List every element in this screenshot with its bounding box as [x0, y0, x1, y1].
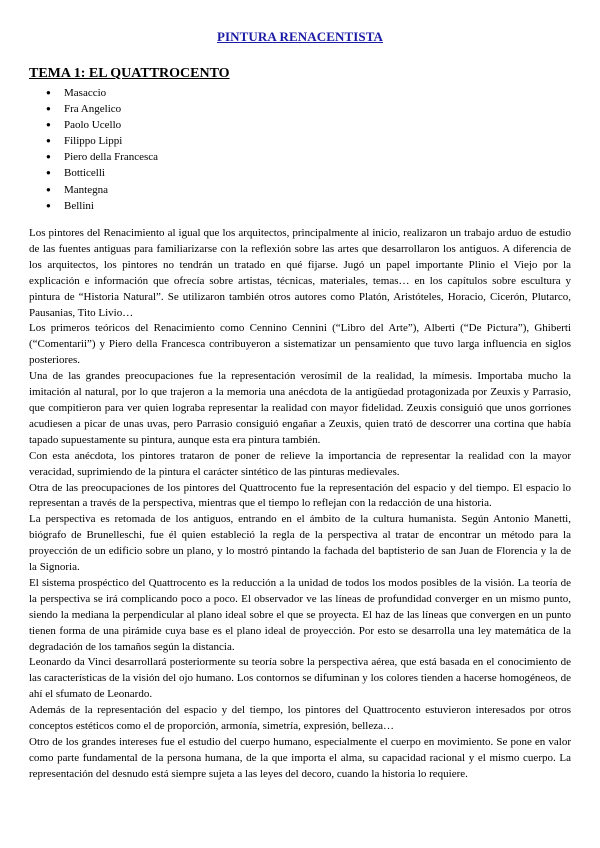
list-item: ● Fra Angelico: [29, 101, 158, 117]
section-heading: TEMA 1: EL QUATTROCENTO: [29, 66, 230, 81]
paragraph: Además de la representación del espacio y del tiempo, los pintores del Quattrocento estuvieron interesados por otros conceptos estéticos como el de proporción, armonía, simetría, expresión, belleza…: [29, 704, 571, 733]
paragraph: La perspectiva es retomada de los antiguos, entrando en el ámbito de la cultura humanista. Según Antonio Manetti, biógrafo de Brunelleschi, fue él quien estableció la regla de la perspectiva al tratar de encontrar un método para la proyección de un edificio sobre un plano, y lo mostró pintando la fachada del baptisterio de san Juan de Florencia y la de la Signoria.: [29, 513, 571, 574]
list-item: ● Paolo Ucello: [29, 117, 158, 133]
list-item: ● Filippo Lippi: [29, 133, 158, 149]
list-item: ● Masaccio: [29, 85, 158, 101]
list-item: ● Botticelli: [29, 165, 158, 181]
paragraph: Los primeros teóricos del Renacimiento como Cennino Cennini (“Libro del Arte”), Alberti (“De Pictura”), Ghiberti (“Comentarii”) y Piero della Francesca contribuyeron a sistematizar un pensamiento que tuvo larga influencia en siglos posteriores.: [29, 322, 571, 367]
paragraph: Otra de las preocupaciones de los pintores del Quattrocento fue la representación del espacio y del tiempo. El espacio lo representan a través de la perspectiva, mientras que el tiempo lo reflejan con la redacción de una historia.: [29, 481, 571, 510]
list-item: ● Bellini: [29, 198, 158, 214]
body-text: [29, 226, 571, 783]
artist-list: [29, 85, 158, 214]
paragraph: Con esta anécdota, los pintores trataron de poner de relieve la importancia de representar la realidad con la mayor veracidad, suprimiendo de la pintura el carácter sintético de las pinturas medievales.: [29, 449, 571, 478]
page-title: PINTURA RENACENTISTA: [216, 29, 384, 44]
paragraph: Los pintores del Renacimiento al igual que los arquitectos, principalmente al inicio, realizaron un trabajo arduo de estudio de las fuentes antiguas para familiarizarse con la reflexión sobre las artes que desarrollaron los antiguos. A diferencia de los arquitectos, los pintores no tendrán un tratado en qué fijarse. Jugó un papel importante Plinio el Viejo por la explicación e información que ofrecía sobre artistas, técnicas, materiales, temas… en los capítulos sobre escultura y pintura de “Historia Natural”. Se utilizaron también otros autores como Platón, Aristóteles, Horacio, Cicerón, Plutarco, Pausanias, Tito Livio…: [29, 227, 571, 319]
list-item: ● Mantegna: [29, 182, 158, 198]
paragraph: Una de las grandes preocupaciones fue la representación verosímil de la realidad, la mímesis. Importaba mucho la imitación al natural, por lo que trajeron a la memoria una anécdota de la antigüedad protagonizada por Zeuxis y Parrasio, que compitieron para ver quien lograba representar la realidad con mayor fidelidad. Zeuxis consiguió que unos gorriones acudiesen a picar de unas uvas, pero Parrasio consiguió engañar a Zeuxis, quien trató de descorrer una cortina que había tapado supuestamente su pintura, aunque esta era pintura también.: [29, 370, 571, 446]
paragraph: Leonardo da Vinci desarrollará posteriormente su teoría sobre la perspectiva aérea, que está basada en el conocimiento de las características de la visión del ojo humano. Los contornos se difuminan y los colores tienden a hacerse homogéneos, de ahí el sfumato de Leonardo.: [29, 656, 571, 701]
paragraph: Otro de los grandes intereses fue el estudio del cuerpo humano, especialmente el cuerpo en movimiento. Se pone en valor como parte fundamental de la persona humana, de la que importa el alma, su capacidad racional y el mismo cuerpo. La representación del desnudo está siempre sujeta a las leyes del decoro, cuando la historia lo requiere.: [29, 736, 571, 780]
list-item: ● Piero della Francesca: [29, 149, 158, 165]
paragraph: El sistema prospéctico del Quattrocento es la reducción a la unidad de todos los modos posibles de la visión. La teoría de la perspectiva se irá complicando poco a poco. El observador ve las líneas de profundidad converger en un mismo punto, siendo la mediana la perpendicular al plano ideal sobre el que se proyecta. El haz de las líneas que convergen en un punto tienen forma de una pirámide cuya base es el plano ideal de proyección. Por esto se desarrolla una ley matemática de la degradación de los tamaños según la distancia.: [29, 576, 571, 653]
